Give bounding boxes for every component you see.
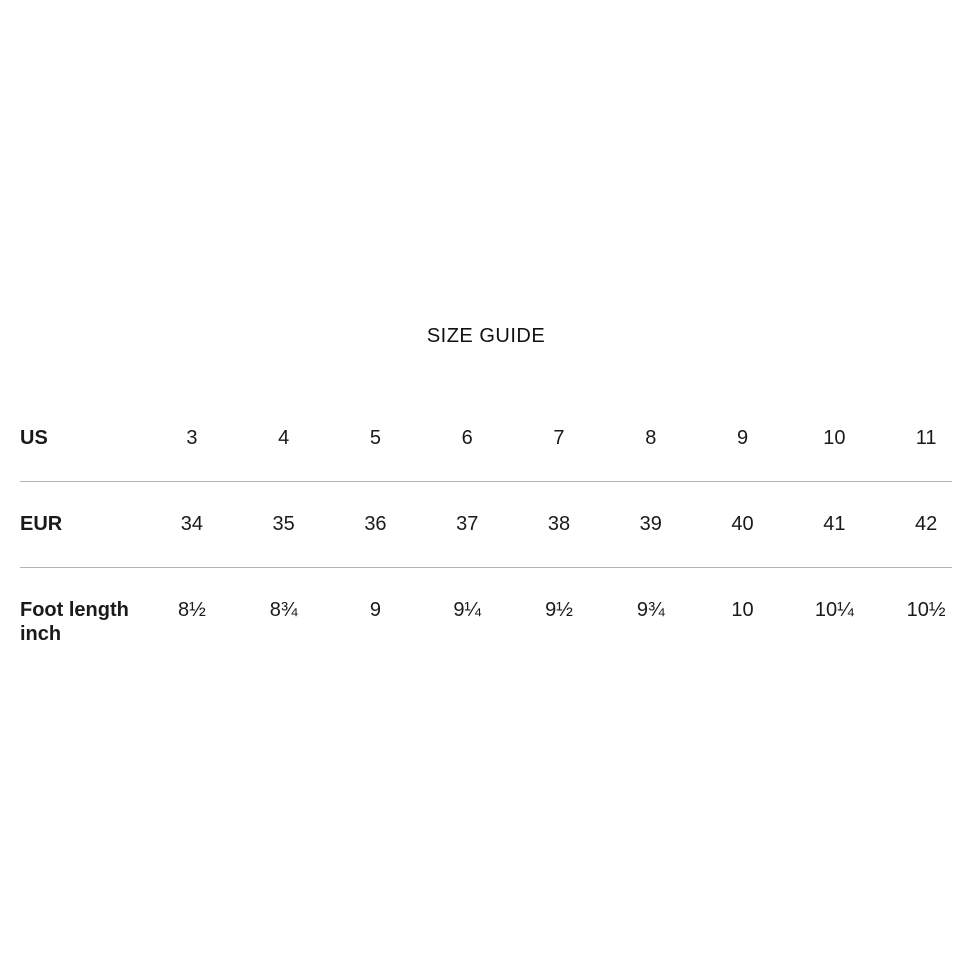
size-table: [0, 396, 972, 677]
row-label-us: US: [20, 427, 48, 449]
cell-value: 40: [731, 513, 754, 535]
cell-value: 10½: [906, 599, 946, 621]
table-row-us: [0, 396, 972, 481]
cell-value: 10¼: [814, 599, 854, 621]
size-guide-page: [0, 324, 972, 972]
page-title: SIZE GUIDE: [426, 325, 546, 347]
table-row-eur: [0, 482, 972, 567]
cell-value: 3: [186, 427, 198, 449]
cell-value: 11: [915, 427, 937, 449]
cell-value: 39: [639, 513, 662, 535]
cell-value: 9¾: [636, 599, 665, 621]
cell-value: 34: [180, 513, 203, 535]
cell-value: 9: [369, 599, 381, 621]
cell-value: 8: [645, 427, 657, 449]
cell-value: 36: [364, 513, 387, 535]
cell-value: 6: [461, 427, 473, 449]
cell-value: 9½: [545, 599, 573, 621]
table-row-foot-length: [0, 568, 972, 677]
cell-value: 7: [553, 427, 565, 449]
cell-value: 4: [278, 427, 290, 449]
cell-value: 8¾: [269, 599, 298, 621]
cell-value: 37: [456, 513, 479, 535]
cell-value: 8½: [177, 599, 206, 621]
row-label-foot-length: Foot length inch: [20, 599, 129, 645]
row-label-eur: EUR: [20, 513, 63, 535]
cell-value: 42: [914, 513, 938, 535]
cell-value: 10: [823, 427, 846, 449]
cell-value: 41: [823, 513, 846, 535]
cell-value: 35: [272, 513, 295, 535]
cell-value: 9: [736, 427, 749, 449]
cell-value: 38: [547, 513, 571, 535]
cell-value: 5: [369, 427, 381, 449]
cell-value: 9¼: [453, 599, 482, 621]
cell-value: 10: [731, 599, 754, 621]
